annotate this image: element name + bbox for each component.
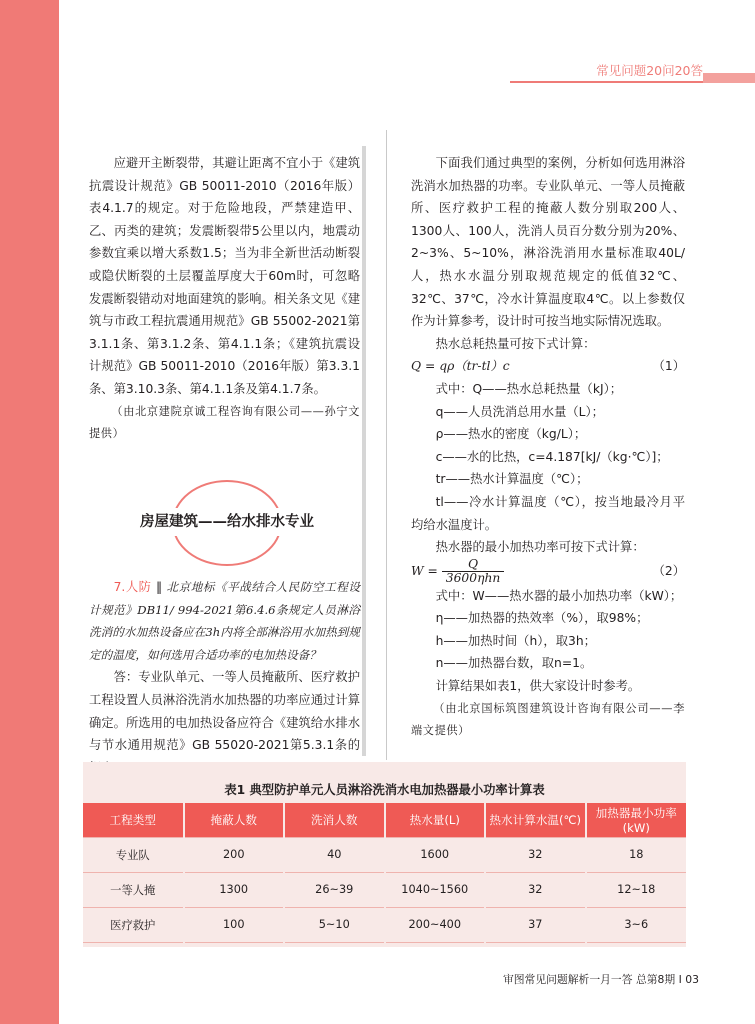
table-header-cell: 工程类型	[83, 803, 184, 837]
table-header-cell: 洗消人数	[284, 803, 385, 837]
table-header-cell: 热水计算水温(℃)	[485, 803, 586, 837]
power-table	[83, 803, 686, 943]
formula-2-denominator: 3600ηhn	[445, 571, 501, 586]
formula-2-numerator: Q	[442, 558, 505, 572]
table-cell: 一等人掩	[83, 872, 184, 907]
formula-1-expression: Q = qρ（tr-tl）c	[411, 359, 510, 374]
definition-tr: tr——热水计算温度（℃）；	[435, 472, 589, 487]
right-column	[411, 152, 685, 743]
section-heading-title: 房屋建筑——给水排水专业	[140, 514, 314, 530]
formula-2-fraction	[442, 558, 505, 585]
table-cell: 32	[485, 872, 586, 907]
formula-2	[411, 559, 685, 585]
table-cell: 1600	[385, 837, 486, 872]
left-para-1: 应避开主断裂带，其避让距离不宜小于《建筑抗震设计规范》GB 50011-2010（2016年版）表4.1.7的规定。对于危险地段，严禁建造甲、乙、丙类的建筑；发震断裂带5公里以内，地震动参数宜乘以增大系数1.5；当为非全新世活动断裂或隐伏断裂的土层覆盖厚度大于60m时，可忽略发震断裂错动对地面建筑的影响。相关条文见《建筑与市政工程抗震通用规范》GB 55002-2021第3.1.1条、第3.1.2条、第4.1.1条；《建筑抗震设计规范》GB 50011-2010（2016年版）第3.3.1条、第3.10.3条、第4.1.1条及第4.1.7条。	[89, 156, 360, 396]
table-header-cell: 掩蔽人数	[184, 803, 285, 837]
table-row	[83, 872, 686, 907]
definition-Q: 式中：Q——热水总耗热量（kJ）；	[435, 381, 623, 396]
table-title: 表1 典型防护单元人员淋浴洗消水电加热器最小功率计算表	[224, 783, 545, 797]
table-cell: 37	[485, 907, 586, 942]
table-cell: 26~39	[284, 872, 385, 907]
definition-h: h——加热时间（h），取3h；	[435, 633, 596, 648]
table-cell: 100	[184, 907, 285, 942]
table-header-cell: 热水量(L)	[385, 803, 486, 837]
table-cell: 200~400	[385, 907, 486, 942]
question-text: 北京地标《平战结合人民防空工程设计规范》DB11/ 994-2021第6.4.6条规定人员淋浴洗消的水加热设备应在3h内将全部淋浴用水加热到规定的温度，如何选用合适功率的电加热设备？	[89, 580, 360, 662]
section-heading-badge	[140, 480, 314, 566]
table-cell: 医疗救护	[83, 907, 184, 942]
answer-text: 答：专业队单元、一等人员掩蔽所、医疗救护工程设置人员淋浴洗消水加热器的功率应通过计算确定。所选用的电加热设备应符合《建筑给水排水与节水通用规范》GB 55020-2021第5.3.1条的	[89, 670, 360, 753]
definition-tl: tl——冷水计算温度（℃），按当地最冷月平均给水温度计。	[411, 494, 685, 532]
question-number: 7.人防	[113, 580, 152, 594]
table-cell: 32	[485, 837, 586, 872]
table-cell: 1300	[184, 872, 285, 907]
table-header-cell: 加热器最小功率(kW)	[586, 803, 687, 837]
formula-1	[411, 355, 685, 378]
table-cell: 200	[184, 837, 285, 872]
question-7: 7.人防 ‖ 北京地标《平战结合人民防空工程设计规范》DB11/ 994-2021第6.4.6条规定人员淋浴洗消的水加热设备应在3h内将全部淋浴用水加热到规定的温度，如何选用合适功率的电加热设备？	[89, 580, 360, 662]
table-cell: 1040~1560	[385, 872, 486, 907]
formula-1-number: （1）	[652, 359, 685, 374]
credit-left: （由北京建院京诚工程咨询有限公司——孙宁文提供）	[89, 404, 360, 441]
section-tab-underline	[510, 81, 703, 83]
table-cell: 40	[284, 837, 385, 872]
left-color-band	[0, 0, 59, 1024]
table-cell: 专业队	[83, 837, 184, 872]
definition-W: 式中：W——热水器的最小加热功率（kW）；	[435, 588, 683, 603]
table-cell: 12~18	[586, 872, 687, 907]
credit-right: （由北京国标筑图建筑设计咨询有限公司——李端文提供）	[411, 701, 685, 738]
heat-intro: 热水总耗热量可按下式计算：	[435, 336, 596, 351]
section-tab-title: 常见问题20问20答	[596, 63, 703, 78]
formula-2-lhs: W =	[411, 564, 438, 579]
table-cell: 18	[586, 837, 687, 872]
page-footer: 审图常见问题解析一月一答 总第8期 I 03	[502, 973, 699, 986]
result-text: 计算结果如表1，供大家设计时参考。	[435, 679, 641, 694]
definition-eta: η——加热器的热效率（%），取98%；	[435, 611, 649, 626]
definition-n: n——加热器台数，取n=1。	[435, 656, 593, 671]
power-intro: 热水器的最小加热功率可按下式计算：	[435, 540, 645, 555]
section-header-tab	[510, 55, 755, 83]
table-header-row	[83, 803, 686, 837]
formula-2-number: （2）	[652, 564, 685, 579]
definition-q: q——人员洗消总用水量（L）；	[435, 404, 604, 419]
definition-rho: ρ——热水的密度（kg/L）；	[435, 427, 587, 442]
section-tab-corner	[703, 73, 755, 83]
table-cell: 5~10	[284, 907, 385, 942]
left-column	[89, 152, 360, 446]
table-row	[83, 907, 686, 942]
right-para-1: 下面我们通过典型的案例，分析如何选用淋浴洗消水加热器的功率。专业队单元、一等人员掩蔽所、医疗救护工程的掩蔽人数分别取200人、1300人、100人，洗消人员百分数分别为20%、2~3%、5~10%，淋浴洗消用水量标准取40L/人，热水水温分别取规范规定的低值32℃、32℃、37℃，冷水计算温度取4℃。以上参数仅作为计算参考，设计时可按当地实际情况选取。	[411, 156, 685, 329]
definition-c: c——水的比热，c=4.187[kJ/（kg·℃）]；	[435, 449, 669, 464]
table-row	[83, 837, 686, 872]
column-divider	[386, 130, 387, 760]
question-block	[89, 576, 360, 779]
table-cell: 3~6	[586, 907, 687, 942]
column-shadow	[362, 146, 366, 756]
